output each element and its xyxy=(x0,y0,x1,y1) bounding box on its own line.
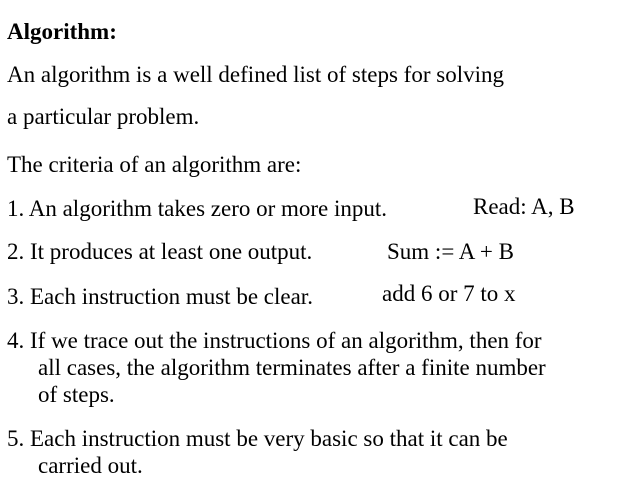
criterion-3-example: add 6 or 7 to x xyxy=(382,281,516,306)
criterion-1: 1. An algorithm takes zero or more input. xyxy=(7,196,388,221)
criterion-3: 3. Each instruction must be clear. xyxy=(7,284,313,309)
criterion-5-line-1: 5. Each instruction must be very basic so that it can be xyxy=(7,426,508,451)
criterion-2: 2. It produces at least one output. xyxy=(7,239,313,264)
criterion-4-line-2: all cases, the algorithm terminates after a finite number xyxy=(38,355,546,380)
criterion-1-example: Read: A, B xyxy=(473,194,575,219)
definition-line-2: a particular problem. xyxy=(7,104,200,129)
slide-title: Algorithm: xyxy=(7,19,117,44)
criterion-4-line-1: 4. If we trace out the instructions of an algorithm, then for xyxy=(7,328,542,353)
criterion-4-line-3: of steps. xyxy=(38,382,115,407)
definition-line-1: An algorithm is a well defined list of steps for solving xyxy=(7,62,504,87)
criteria-heading: The criteria of an algorithm are: xyxy=(7,152,302,177)
criterion-5-line-2: carried out. xyxy=(38,453,143,478)
criterion-2-example: Sum := A + B xyxy=(387,239,514,264)
